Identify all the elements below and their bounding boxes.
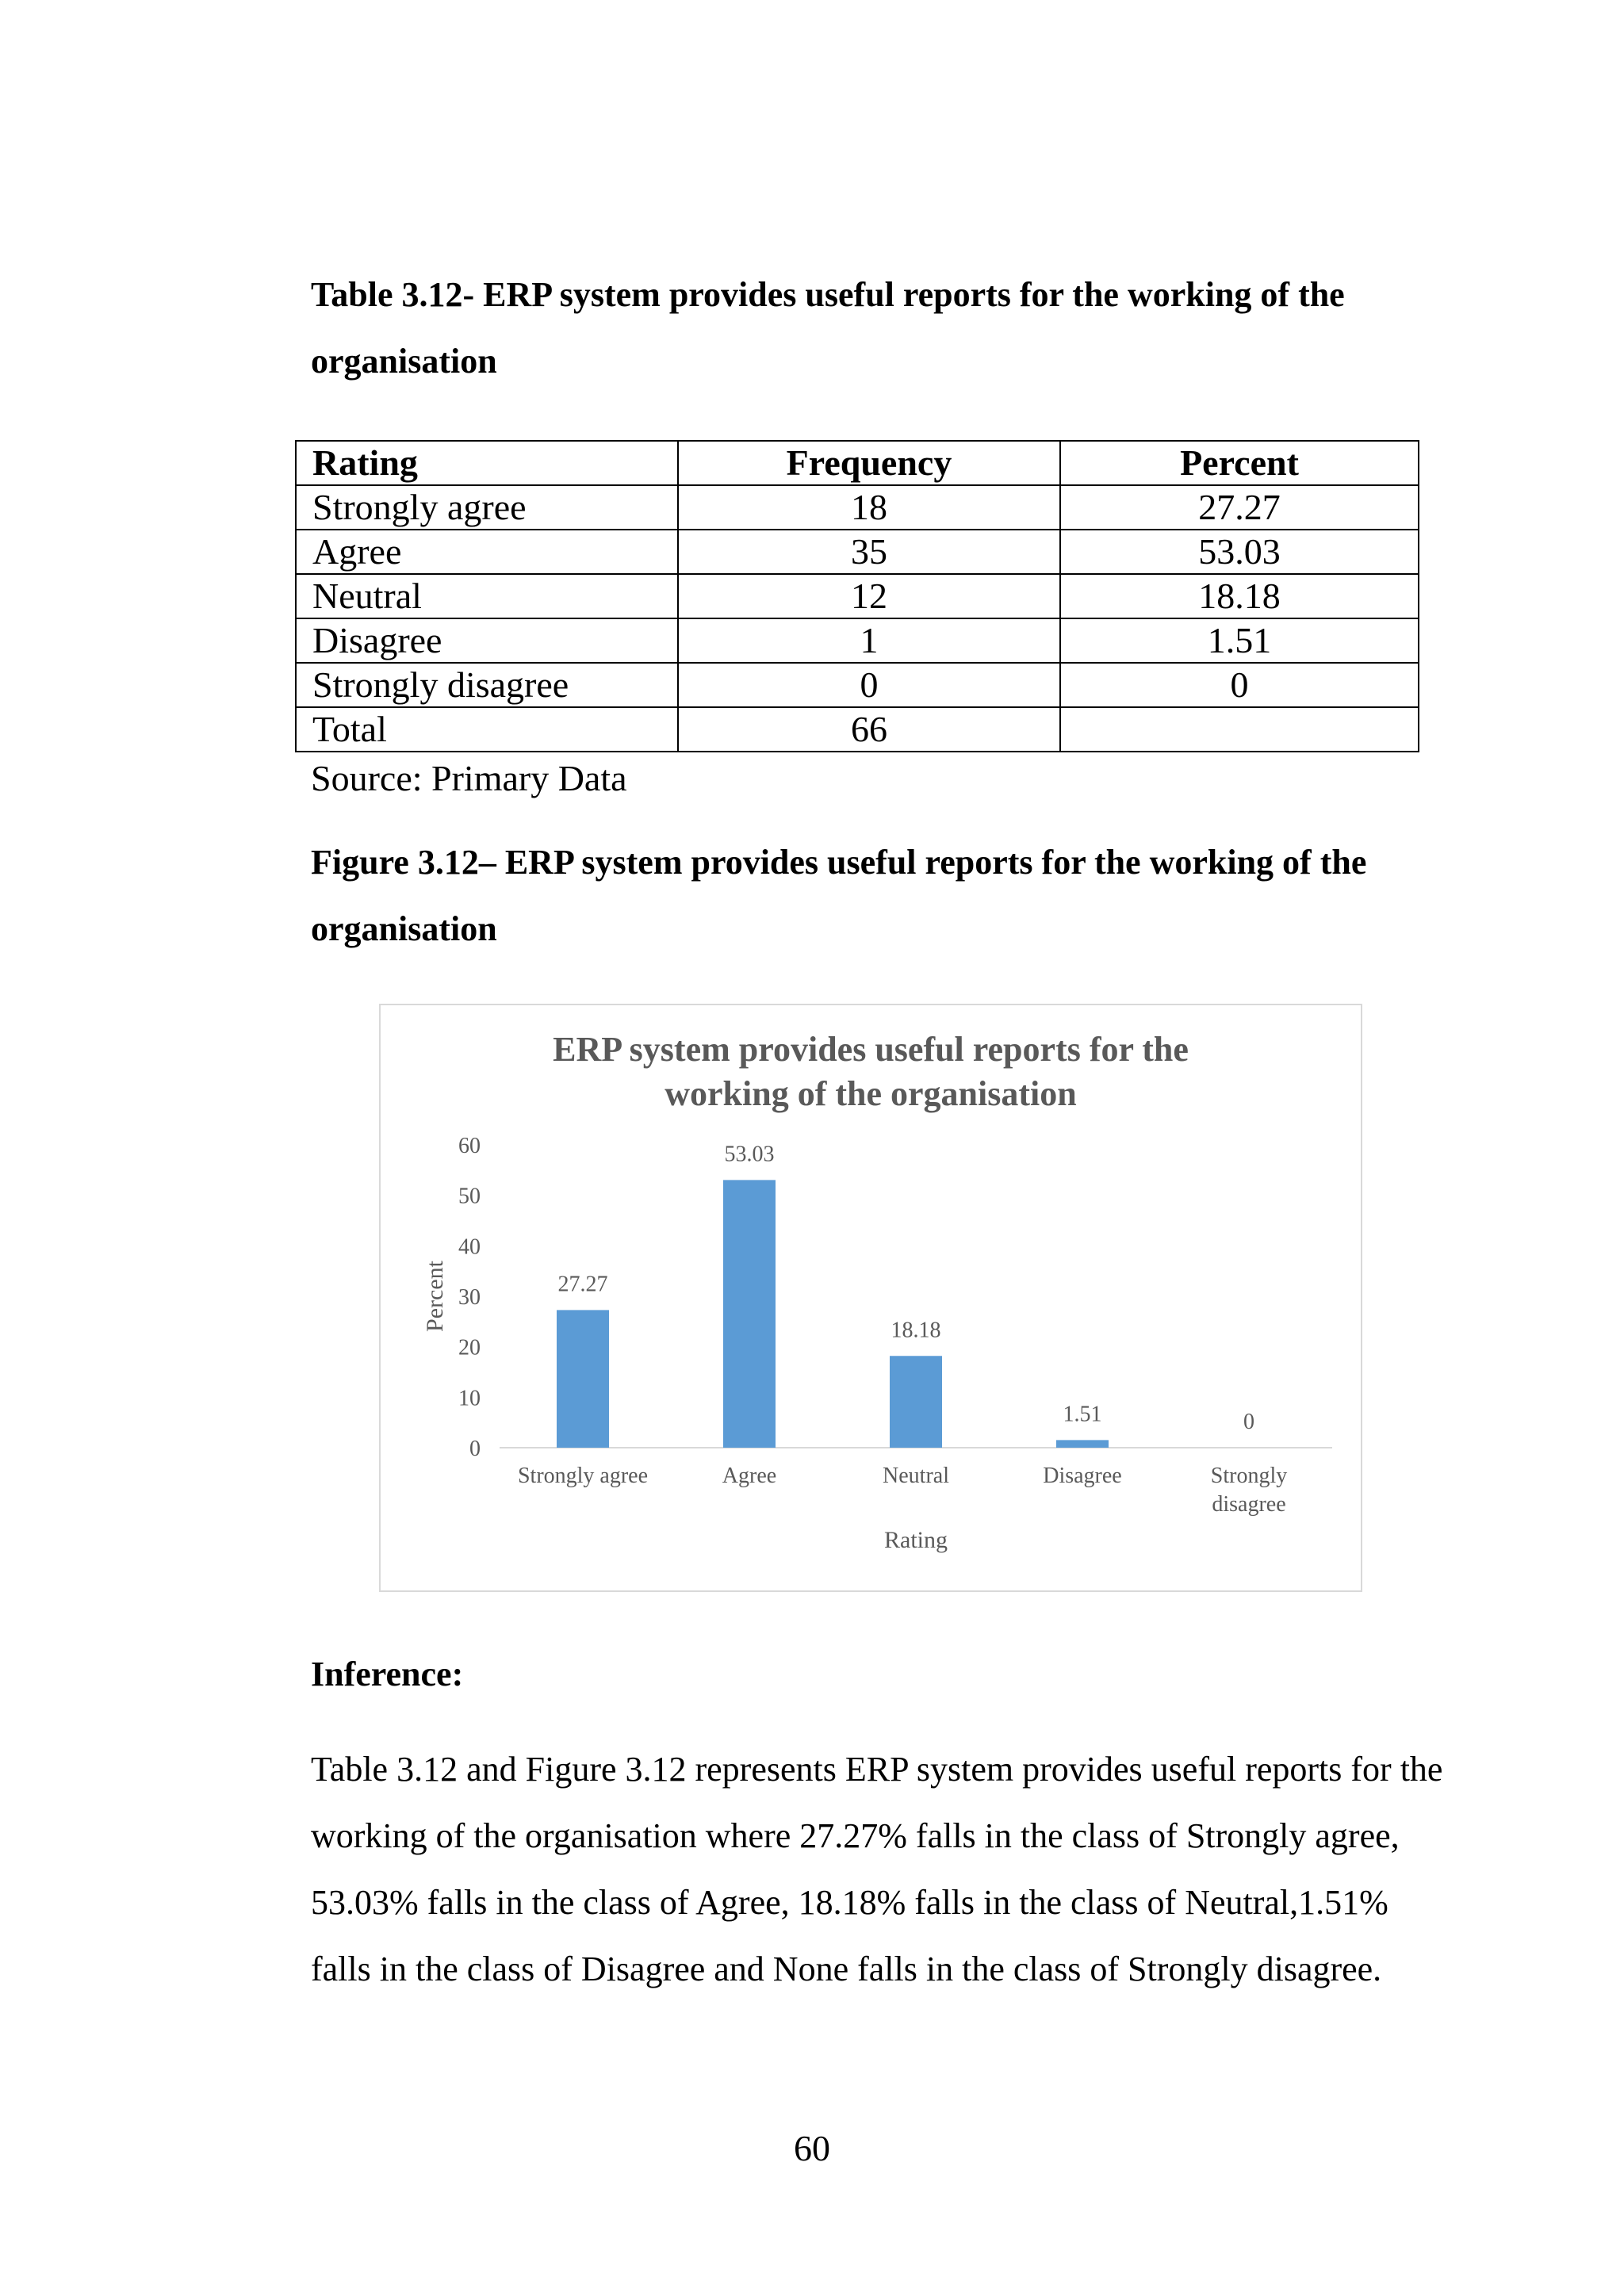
x-axis-label: Rating	[884, 1527, 948, 1553]
bar	[890, 1356, 942, 1448]
table-row	[296, 574, 1419, 618]
header-frequency: Frequency	[678, 441, 1060, 485]
table-title: Table 3.12- ERP system provides useful reports for the working of the organisation	[311, 275, 1345, 381]
table-row	[296, 618, 1419, 663]
bar	[723, 1180, 776, 1448]
chart-svg	[381, 1005, 1361, 1590]
table-row	[296, 663, 1419, 707]
cell-frequency: 1	[678, 618, 1060, 663]
header-percent: Percent	[1060, 441, 1419, 485]
x-tick-label: disagree	[1212, 1492, 1286, 1517]
cell-percent: 53.03	[1060, 530, 1419, 574]
chart-title-line: working of the organisation	[665, 1074, 1077, 1113]
x-tick-label: Disagree	[1043, 1464, 1122, 1488]
figure-title: Figure 3.12– ERP system provides useful reports for the working of the organisation	[311, 843, 1367, 948]
cell-frequency: 12	[678, 574, 1060, 618]
table-total-row	[296, 707, 1419, 752]
cell-frequency: 35	[678, 530, 1060, 574]
cell-rating: Neutral	[296, 574, 678, 618]
table-header-row	[296, 441, 1419, 485]
chart-title-line: ERP system provides useful reports for the	[553, 1030, 1189, 1069]
x-tick-label: Neutral	[883, 1464, 949, 1488]
cell-rating: Disagree	[296, 618, 678, 663]
data-label: 18.18	[891, 1318, 941, 1343]
cell-percent: 1.51	[1060, 618, 1419, 663]
cell-percent: 18.18	[1060, 574, 1419, 618]
cell-rating: Strongly agree	[296, 485, 678, 530]
data-label: 0	[1243, 1410, 1254, 1434]
cell-percent: 27.27	[1060, 485, 1419, 530]
cell-rating: Strongly disagree	[296, 663, 678, 707]
bar-chart	[379, 1004, 1362, 1592]
cell-frequency: 0	[678, 663, 1060, 707]
data-label: 1.51	[1063, 1402, 1102, 1427]
y-tick-label: 0	[469, 1437, 481, 1461]
y-tick-label: 40	[458, 1234, 481, 1260]
cell-rating: Agree	[296, 530, 678, 574]
header-rating: Rating	[296, 441, 678, 485]
cell-frequency: 18	[678, 485, 1060, 530]
y-tick-label: 60	[458, 1134, 481, 1158]
table-row	[296, 485, 1419, 530]
table-row	[296, 530, 1419, 574]
bar	[557, 1310, 609, 1448]
y-tick-label: 20	[458, 1335, 481, 1360]
cell-percent	[1060, 707, 1419, 752]
cell-rating: Total	[296, 707, 678, 752]
table-source: Source: Primary Data	[311, 758, 627, 798]
data-label: 53.03	[724, 1142, 775, 1167]
cell-frequency: 66	[678, 707, 1060, 752]
y-tick-label: 10	[458, 1386, 481, 1411]
cell-percent: 0	[1060, 663, 1419, 707]
x-tick-label: Agree	[722, 1464, 777, 1488]
y-axis-label: Percent	[422, 1261, 448, 1332]
y-tick-label: 50	[458, 1184, 481, 1209]
inference-heading: Inference:	[311, 1655, 464, 1693]
bar	[1056, 1440, 1109, 1448]
data-label: 27.27	[557, 1272, 608, 1297]
inference-paragraph: Table 3.12 and Figure 3.12 represents ERP system provides useful reports for the working of the organisation where 27.27% falls in the class of Strongly agree, 53.03% falls in the class of Agree, 18.18% falls in the class of Neutral,1.51% falls in the class of Disagree and None falls in the class of Strongly disagree.	[311, 1750, 1443, 1988]
data-table	[295, 440, 1419, 752]
x-tick-label: Strongly agree	[517, 1464, 649, 1488]
page-number: 60	[794, 2128, 830, 2168]
y-tick-label: 30	[458, 1285, 481, 1310]
x-tick-label: Strongly	[1210, 1464, 1288, 1488]
